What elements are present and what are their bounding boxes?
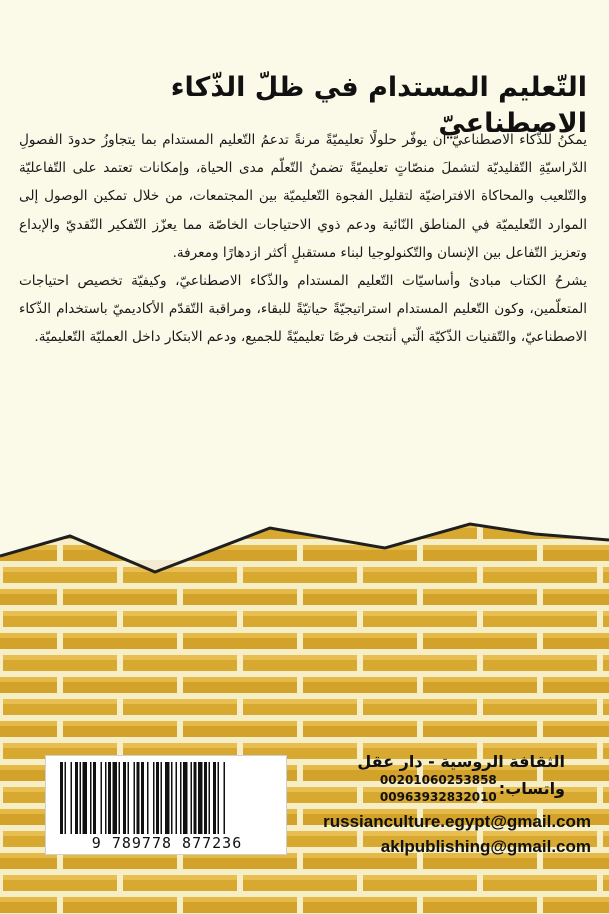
barcode-bar [134, 762, 136, 834]
barcode-bar [180, 762, 182, 834]
barcode-bar [176, 762, 178, 834]
barcode-bar [141, 762, 144, 834]
email-address: russianculture.egypt@gmail.com [323, 812, 591, 831]
barcode-bar [204, 762, 207, 834]
barcode-bar [153, 762, 155, 834]
barcode-digits: 9 789778 877236 [91, 834, 243, 852]
barcode-bar [128, 762, 130, 834]
barcode-bar [113, 762, 118, 834]
barcode-bar [93, 762, 96, 834]
phone-number: 00201060253858 [379, 773, 497, 787]
barcode-bar [224, 762, 226, 834]
book-title: التّعليم المستدام في ظلّ الذّكاء الاصطناعيّ [170, 72, 587, 139]
isbn-barcode [45, 755, 287, 855]
barcode-bar [191, 762, 193, 834]
whatsapp-label: واتساب: [498, 779, 565, 798]
barcode-bar [60, 762, 63, 834]
barcode-bar [156, 762, 159, 834]
email-address: aklpublishing@gmail.com [380, 837, 591, 856]
barcode-bar [165, 762, 170, 834]
publisher-info [305, 752, 565, 806]
barcode-bar [119, 762, 121, 834]
barcode-bar [83, 762, 88, 834]
barcode-bar [161, 762, 163, 834]
barcode-bar [65, 762, 67, 834]
barcode-bar [123, 762, 126, 834]
barcode-bar [147, 762, 149, 834]
phone-number: 00963932832010 [379, 790, 497, 804]
phone-numbers [380, 772, 497, 806]
barcode-bar [209, 762, 211, 834]
publisher-name: الثقافة الروسية - دار عقل [357, 752, 565, 771]
barcode-bar [218, 762, 220, 834]
barcode-bar [105, 762, 107, 834]
barcode-bar [108, 762, 111, 834]
barcode-bar [75, 762, 78, 834]
blurb-paragraph-1: يمكنُ للذّكاء الاصطناعيّ أن يوفّر حلولًا تعليميّةً مرنةً تدعمُ التّعليم المستدام بما يتجاوزُ حدودَ الفصولِ الدّراسيّةِ التّقليديّة لتشملَ منصّاتٍ تعليميّةً تضمنُ التّعلّم مدى الحياة، وإمكانات تعتمد على التّفاعليّة والتّلعيب والمحاكاة الافتراضيّة لتقليل الفجوة التّعليميّة بين المجتمعات، من خلال تمكين الوصول إلى الموارد التّعليميّة في المناطق النّائية ودعم ذوي الاحتياجات الخاصّة مما يعزّز التّفكير النّقديّ والإبداع وتعزيز التّفاعل بين الإنسان والتّكنولوجيا لبناء مستقبلٍ أكثر ازدهارًا ومعرفة. [19, 132, 587, 261]
whatsapp-row [305, 772, 565, 806]
barcode-bar [80, 762, 82, 834]
barcode-bar [71, 762, 73, 834]
barcode-bar [137, 762, 140, 834]
blurb-text [19, 126, 587, 352]
blurb-paragraph-2: يشرحُ الكتاب مبادئ وأساسيّات التّعليم المستدام والذّكاء الاصطناعيّ، وكيفيّة تخصيص احتياجات المتعلّمين، وكون التّعليم المستدام استراتيجيّةً حياتيّةً للبقاء، ومراقبة التّقدّم الأكاديميّ باستخدام الذّكاء الاصطناعيّ، والتّقنيات الذّكيّة الّتي أنتجت فرصًا تعليميّةً للجميع، ودعم الابتكار داخل العمليّة التّعليميّة. [19, 273, 587, 346]
barcode-bar [198, 762, 203, 834]
barcode-bar [171, 762, 173, 834]
barcode-bar [194, 762, 197, 834]
barcode-bar [213, 762, 216, 834]
barcode-bar [90, 762, 92, 834]
barcode-bar [101, 762, 103, 834]
barcode-bar [183, 762, 188, 834]
